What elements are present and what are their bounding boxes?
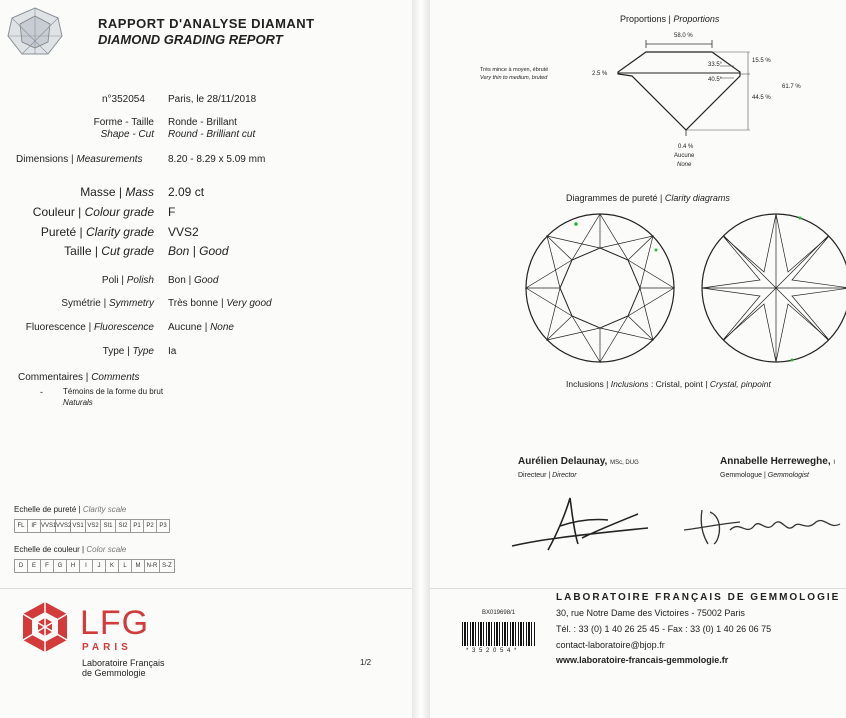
report-number: n°352054 bbox=[102, 94, 145, 105]
polish-label-en: Polish bbox=[126, 275, 154, 286]
clarity-scale-label-en: Clarity scale bbox=[82, 505, 127, 514]
table-pct: 58.0 % bbox=[674, 33, 693, 39]
signature-gemmologist bbox=[680, 500, 846, 550]
culet-en: None bbox=[677, 162, 692, 168]
clarity-scale-cell: FL bbox=[15, 520, 28, 532]
type-label bbox=[103, 346, 154, 357]
inclusion-mark bbox=[574, 222, 578, 226]
signatory-2-title: I bbox=[833, 460, 836, 466]
dimensions-label bbox=[16, 154, 143, 165]
polish-label-fr: Poli | bbox=[101, 275, 124, 286]
dimensions-label-en: Measurements bbox=[76, 154, 143, 165]
inclusion-mark bbox=[799, 217, 802, 220]
logo-city: PARIS bbox=[82, 642, 132, 653]
barcode-bottom-text: * 3 5 2 0 5 4 * bbox=[466, 648, 518, 654]
clarity-scale-cell: SI2 bbox=[116, 520, 131, 532]
barcode-top-text: BX019698/1 bbox=[482, 610, 516, 616]
symmetry-label-en: Symmetry bbox=[109, 298, 154, 309]
cut-label bbox=[64, 244, 154, 258]
mass-label bbox=[80, 185, 154, 199]
colour-scale-label-en: Color scale bbox=[86, 545, 127, 554]
clarity-diagrams-heading-en: Clarity diagrams bbox=[664, 193, 730, 203]
signatory-1-title: MSc, DUG bbox=[610, 460, 639, 466]
type-label-fr: Type | bbox=[102, 346, 130, 357]
clarity-scale-cell: P3 bbox=[159, 523, 167, 529]
colour-scale-cell: S-Z bbox=[162, 563, 172, 569]
crown-height: 15.5 % bbox=[752, 58, 771, 64]
shape-value-fr: Ronde - Brillant bbox=[168, 117, 237, 128]
symmetry-value-en: Very good bbox=[226, 298, 272, 309]
page-number: 1/2 bbox=[360, 658, 372, 667]
clarity-scale-cell: P1 bbox=[131, 520, 144, 532]
fluorescence-value bbox=[168, 322, 234, 333]
signatory-2-role bbox=[720, 472, 809, 479]
proportions-heading-en: Proportions bbox=[673, 14, 720, 24]
mass-value: 2.09 ct bbox=[168, 185, 205, 199]
polish-value-fr: Bon | bbox=[168, 275, 192, 286]
signatory-1-role bbox=[518, 472, 577, 479]
diamond-emblem-icon bbox=[6, 6, 64, 58]
lfg-logo-icon bbox=[18, 600, 72, 654]
page-gutter bbox=[412, 0, 430, 718]
cut-value: Bon | Good bbox=[168, 244, 229, 258]
clarity-label-en: Clarity grade bbox=[85, 225, 154, 239]
inclusions-value-en: Crystal, pinpoint bbox=[709, 379, 771, 389]
signatory-2 bbox=[720, 456, 835, 467]
inclusions-line bbox=[566, 379, 771, 389]
logo-lab-line1: Laboratoire Français bbox=[82, 658, 165, 668]
colour-scale-label bbox=[14, 545, 126, 554]
report-date: Paris, le 28/11/2018 bbox=[168, 94, 257, 105]
comments-label-en: Comments bbox=[91, 372, 140, 383]
comment-bullet: - bbox=[40, 387, 43, 397]
cut-label-en: Cut grade bbox=[101, 244, 154, 258]
clarity-scale-cell: VVS1 bbox=[41, 520, 56, 532]
proportions-heading-fr: Proportions | bbox=[620, 14, 671, 24]
signatory-2-role-fr: Gemmologue | bbox=[720, 472, 766, 479]
polish-label bbox=[102, 275, 154, 286]
symmetry-value bbox=[168, 298, 272, 309]
clarity-scale-label-fr: Echelle de pureté | bbox=[14, 505, 81, 514]
report-page-right bbox=[430, 0, 846, 718]
report-page-left bbox=[0, 0, 412, 718]
culet-fr: Aucune bbox=[674, 153, 695, 159]
shape-label-en: Shape - Cut bbox=[100, 129, 154, 140]
clarity-scale-cell: IF bbox=[28, 520, 41, 532]
colour-scale-table bbox=[14, 559, 175, 573]
fluorescence-label-en: Fluorescence bbox=[93, 322, 154, 333]
proportions-heading bbox=[620, 14, 719, 24]
lab-website[interactable]: www.laboratoire-francais-gemmologie.fr bbox=[556, 655, 729, 665]
colour-scale-cell: I bbox=[80, 560, 93, 572]
signatory-1-name: Aurélien Delaunay, bbox=[518, 456, 608, 467]
pavilion-angle: 40.5° bbox=[708, 77, 723, 83]
proportions-diagram bbox=[600, 30, 760, 136]
lab-email[interactable]: contact-laboratoire@bjop.fr bbox=[556, 640, 665, 650]
comment-en: Naturals bbox=[63, 398, 93, 407]
colour-scale-cell: J bbox=[93, 560, 106, 572]
cut-label-fr: Taille | bbox=[64, 244, 98, 258]
clarity-diagrams-heading bbox=[566, 193, 730, 203]
colour-scale-cell: M bbox=[132, 560, 145, 572]
signatory-1-role-en: Director bbox=[552, 472, 577, 479]
signatory-2-name: Annabelle Herreweghe, bbox=[720, 456, 831, 467]
polish-value-en: Good bbox=[193, 275, 219, 286]
barcode bbox=[462, 622, 536, 646]
comments-label-fr: Commentaires | bbox=[18, 372, 89, 383]
lab-name: LABORATOIRE FRANÇAIS DE GEMMOLOGIE bbox=[556, 592, 841, 603]
symmetry-label-fr: Symétrie | bbox=[61, 298, 107, 309]
inclusion-mark bbox=[655, 249, 658, 252]
colour-scale-cell: E bbox=[28, 560, 41, 572]
symmetry-value-fr: Très bonne | bbox=[168, 298, 224, 309]
clarity-value: VVS2 bbox=[168, 225, 199, 239]
colour-scale-cell: G bbox=[54, 560, 67, 572]
logo-lab-line2: de Gemmologie bbox=[82, 668, 146, 678]
girdle-pct: 2.5 % bbox=[592, 71, 608, 77]
inclusion-mark bbox=[791, 359, 794, 362]
clarity-scale-cell: P2 bbox=[144, 520, 157, 532]
girdle-note-fr: Très mince à moyen, ébruté bbox=[480, 67, 549, 73]
fluorescence-label-fr: Fluorescence | bbox=[25, 322, 92, 333]
girdle-note-en: Very thin to medium, bruted bbox=[480, 75, 548, 81]
mass-label-en: Mass bbox=[125, 185, 154, 199]
inclusions-label-en: Inclusions bbox=[610, 379, 649, 389]
shape-value-en: Round - Brilliant cut bbox=[168, 129, 256, 140]
clarity-scale-label bbox=[14, 505, 126, 514]
colour-scale-cell: D bbox=[15, 560, 28, 572]
fluorescence-label bbox=[26, 322, 154, 333]
clarity-scale-cell: SI1 bbox=[101, 520, 116, 532]
colour-scale-cell: K bbox=[106, 560, 119, 572]
pavilion-depth: 44.5 % bbox=[752, 95, 771, 101]
clarity-scale-cell: VS2 bbox=[86, 520, 101, 532]
clarity-scale-cell: VS1 bbox=[71, 520, 86, 532]
colour-label-en: Colour grade bbox=[84, 205, 154, 219]
lab-address: 30, rue Notre Dame des Victoires - 75002 Paris bbox=[556, 608, 745, 618]
mass-label-fr: Masse | bbox=[80, 185, 122, 199]
pavilion-view-diagram bbox=[696, 210, 846, 366]
clarity-label-fr: Pureté | bbox=[40, 225, 83, 239]
inclusions-label-fr: Inclusions | bbox=[566, 379, 609, 389]
type-label-en: Type bbox=[132, 346, 154, 357]
comments-label bbox=[18, 372, 140, 383]
signatory-1 bbox=[518, 456, 639, 467]
fluorescence-value-en: None bbox=[210, 322, 234, 333]
crown-view-diagram bbox=[520, 210, 680, 366]
symmetry-label bbox=[61, 298, 154, 309]
footer-divider-right bbox=[430, 588, 846, 589]
report-title-en: DIAMOND GRADING REPORT bbox=[98, 32, 283, 47]
polish-value bbox=[168, 275, 218, 286]
culet-pct: 0.4 % bbox=[678, 144, 694, 150]
clarity-diagrams-heading-fr: Diagrammes de pureté | bbox=[566, 193, 663, 203]
footer-divider-left bbox=[0, 588, 412, 589]
clarity-label bbox=[41, 225, 154, 239]
signatory-2-role-en: Gemmologist bbox=[767, 472, 809, 479]
inclusions-value-fr: : Cristal, point | bbox=[650, 379, 708, 389]
comment-fr: Témoins de la forme du brut bbox=[63, 387, 164, 396]
colour-value: F bbox=[168, 205, 176, 219]
colour-scale-cell: H bbox=[67, 560, 80, 572]
colour-scale-cell: F bbox=[41, 560, 54, 572]
colour-scale-label-fr: Echelle de couleur | bbox=[14, 545, 85, 554]
colour-scale-cell: N-R bbox=[145, 560, 160, 572]
lab-phone: Tél. : 33 (0) 1 40 26 25 45 - Fax : 33 (0) 1 40 26 06 75 bbox=[556, 624, 772, 634]
colour-label bbox=[33, 205, 154, 219]
crown-angle: 33.5° bbox=[708, 62, 723, 68]
report-title-fr: RAPPORT D'ANALYSE DIAMANT bbox=[98, 16, 315, 31]
logo-wordmark: LFG bbox=[80, 604, 150, 642]
type-value: Ia bbox=[168, 346, 177, 357]
signatory-1-role-fr: Directeur | bbox=[518, 472, 551, 479]
dimensions-label-fr: Dimensions | bbox=[16, 154, 74, 165]
clarity-scale-table bbox=[14, 519, 170, 533]
signature-director bbox=[508, 492, 658, 556]
fluorescence-value-fr: Aucune | bbox=[168, 322, 208, 333]
colour-scale-cell: L bbox=[119, 560, 132, 572]
colour-label-fr: Couleur | bbox=[32, 205, 82, 219]
clarity-scale-cell: VVS2 bbox=[56, 520, 71, 532]
shape-label-fr: Forme - Taille bbox=[93, 117, 154, 128]
total-depth: 61.7 % bbox=[782, 84, 801, 90]
dimensions-value: 8.20 - 8.29 x 5.09 mm bbox=[168, 154, 266, 165]
